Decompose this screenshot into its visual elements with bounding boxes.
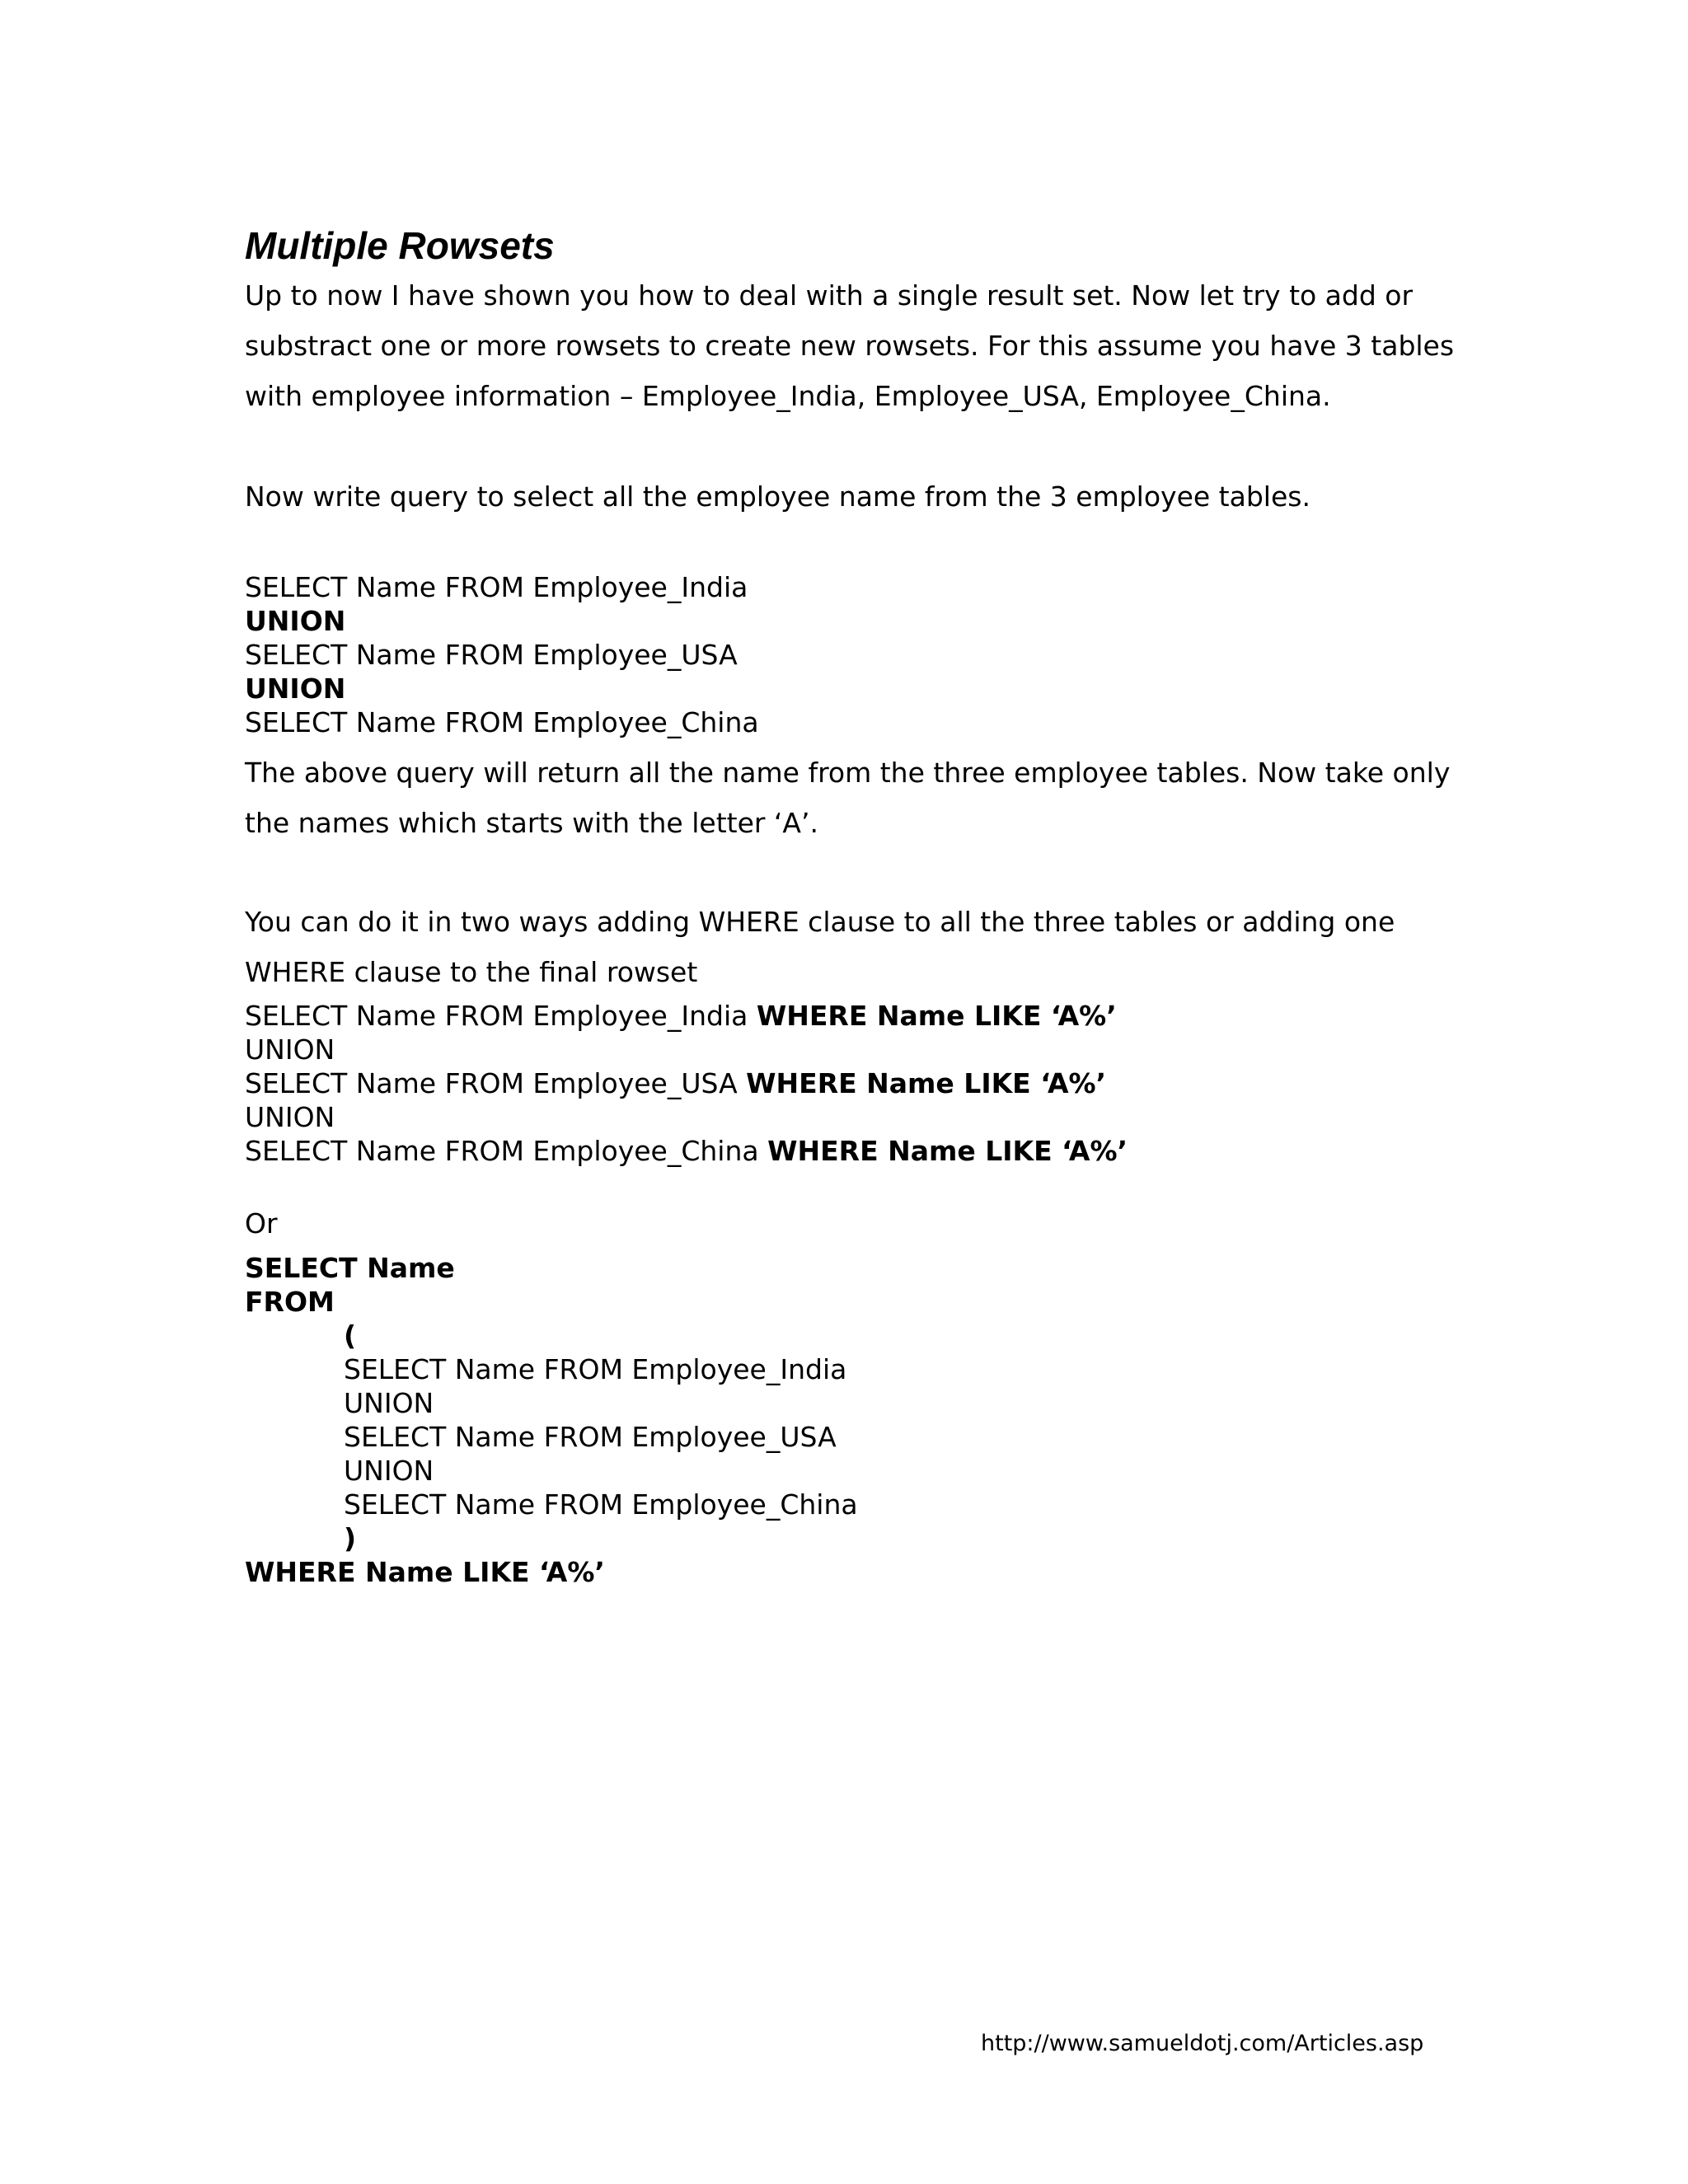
code-line (245, 1066, 1465, 1100)
code-line-union: UNION (245, 1101, 335, 1133)
after-query-paragraph: The above query will return all the name from the three employee tables. Now take only the names which starts with the letter ‘A’. (245, 757, 1451, 839)
subquery-block (245, 1251, 1465, 1589)
spacer (245, 739, 1465, 748)
spacer (245, 522, 1465, 570)
instruction-paragraph: Now write query to select all the employee name from the 3 employee tables. (245, 480, 1311, 513)
code-line (245, 1134, 1465, 1168)
code-select: SELECT Name FROM Employee_USA (245, 1067, 747, 1099)
code-line-close-paren: ) (344, 1522, 357, 1554)
intro-paragraph: Up to now I have shown you how to deal with a single result set. Now let try to add or substract one or more rowsets to create new rowsets. For this assume you have 3 tables with employee information – Employee_India, Employee_USA, Employee_China. (245, 279, 1455, 412)
or-text: Or (245, 1207, 278, 1240)
code-line-open-paren: ( (344, 1319, 357, 1352)
code-line-union: UNION (344, 1387, 434, 1419)
code-line: SELECT Name FROM Employee_China (344, 1488, 858, 1521)
spacer (245, 848, 1465, 897)
where-each-query-block (245, 999, 1465, 1168)
spacer (245, 1168, 1465, 1198)
code-line: SELECT Name FROM Employee_China (245, 706, 759, 738)
code-select: SELECT Name FROM Employee_India (245, 1000, 757, 1032)
code-line-union: UNION (344, 1455, 434, 1487)
code-line-union: UNION (245, 1033, 335, 1066)
code-where: WHERE Name LIKE ‘A%’ (767, 1135, 1128, 1167)
code-select: SELECT Name FROM Employee_China (245, 1135, 768, 1167)
code-where: WHERE Name LIKE ‘A%’ (746, 1067, 1107, 1099)
code-line: SELECT Name FROM Employee_USA (344, 1421, 837, 1453)
document-page (245, 223, 1465, 1589)
code-line (245, 999, 1465, 1033)
spacer (245, 421, 1465, 471)
code-line-union: UNION (245, 673, 346, 705)
code-line-where: WHERE Name LIKE ‘A%’ (245, 1556, 605, 1588)
code-line: SELECT Name (245, 1252, 455, 1284)
code-line-union: UNION (245, 605, 346, 637)
union-query-block (245, 570, 1465, 739)
footer-url: http://www.samueldotj.com/Articles.asp (981, 2031, 1424, 2056)
two-ways-paragraph: You can do it in two ways adding WHERE clause to all the three tables or adding one WHERE clause to the final rowset (245, 906, 1395, 988)
code-line: SELECT Name FROM Employee_India (344, 1353, 847, 1385)
section-title: Multiple Rowsets (245, 224, 555, 267)
code-line: SELECT Name FROM Employee_USA (245, 639, 738, 671)
code-line: SELECT Name FROM Employee_India (245, 571, 748, 603)
code-line: FROM (245, 1286, 335, 1318)
code-where: WHERE Name LIKE ‘A%’ (756, 1000, 1117, 1032)
